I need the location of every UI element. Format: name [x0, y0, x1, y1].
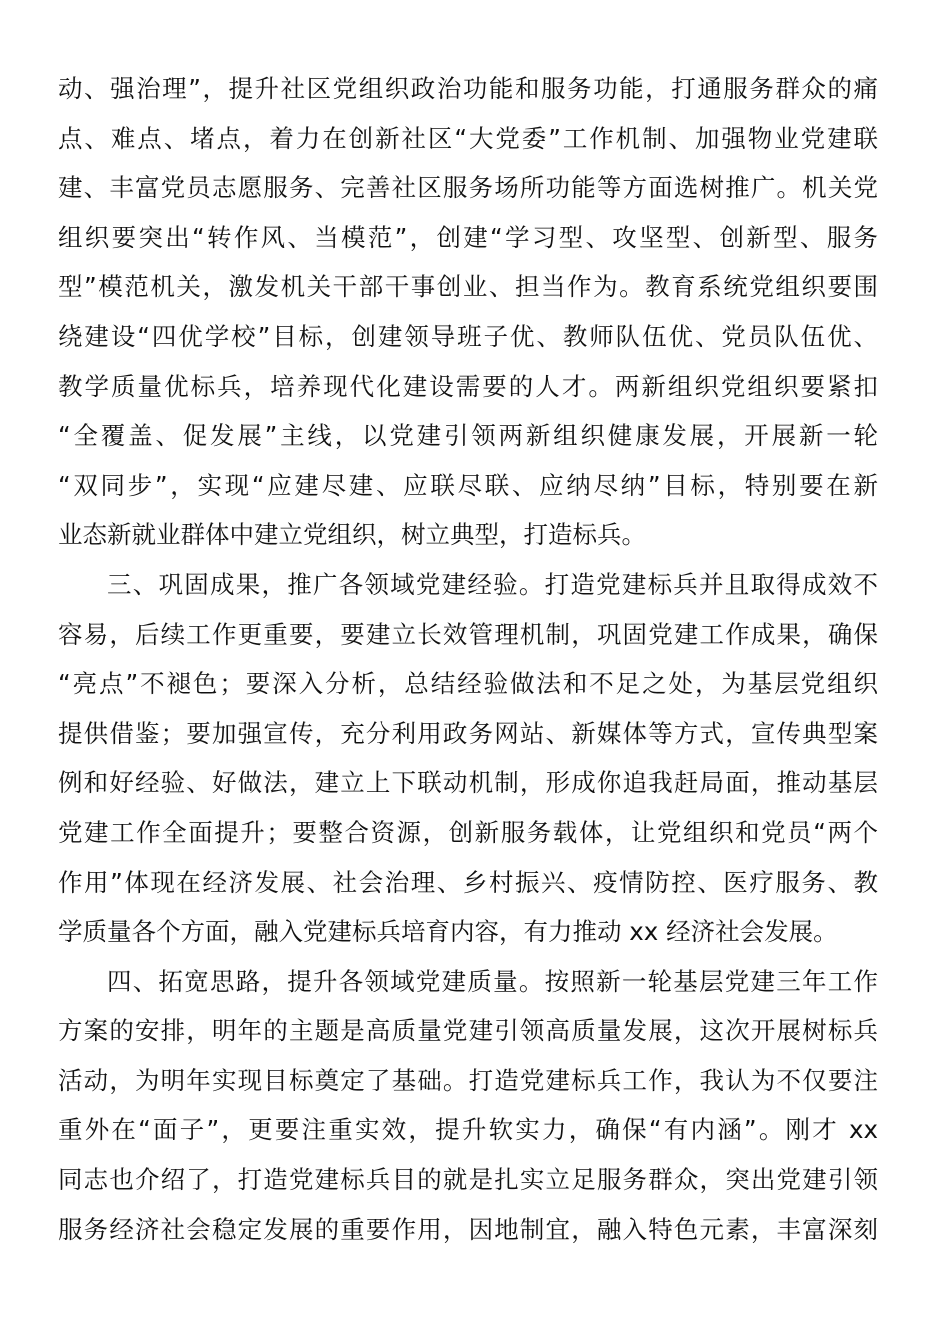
section-four-first-line: 四、拓宽思路，提升各领域党建质量。按照新一轮基层党建三年工作 [107, 966, 878, 996]
text-line: 业态新就业群体中建立党组织，树立典型，打造标兵。 [58, 520, 646, 550]
text-line: 活动，为明年实现目标奠定了基础。打造党建标兵工作，我认为不仅要注 [58, 1065, 878, 1095]
text-line: 学质量各个方面，融入党建标兵培育内容，有力推动 xx 经济社会发展。 [58, 917, 838, 947]
text-line: 方案的安排，明年的主题是高质量党建引领高质量发展，这次开展树标兵 [58, 1016, 878, 1046]
text-line: 绕建设“四优学校”目标，创建领导班子优、教师队伍优、党员队伍优、 [58, 321, 878, 351]
text-line: “双同步”，实现“应建尽建、应联尽联、应纳尽纳”目标，特别要在新 [58, 470, 878, 500]
text-line: 提供借鉴；要加强宣传，充分利用政务网站、新媒体等方式，宣传典型案 [58, 718, 878, 748]
text-line: 例和好经验、好做法，建立上下联动机制，形成你追我赶局面，推动基层 [58, 768, 878, 798]
text-line: 教学质量优标兵，培养现代化建设需要的人才。两新组织党组织要紧扣 [58, 371, 878, 401]
text-line: 作用”体现在经济发展、社会治理、乡村振兴、疫情防控、医疗服务、教 [58, 867, 878, 897]
text-line: 型”模范机关，激发机关干部干事创业、担当作为。教育系统党组织要围 [58, 272, 878, 302]
text-line: “亮点”不褪色；要深入分析，总结经验做法和不足之处，为基层党组织 [58, 669, 878, 699]
text-line: 动、强治理”，提升社区党组织政治功能和服务功能，打通服务群众的痛 [58, 74, 878, 103]
text-line: “全覆盖、促发展”主线，以党建引领两新组织健康发展，开展新一轮 [58, 421, 878, 451]
text-line: 建、丰富党员志愿服务、完善社区服务场所功能等方面选树推广。机关党 [58, 173, 878, 203]
text-line: 组织要突出“转作风、当模范”，创建“学习型、攻坚型、创新型、服务 [58, 222, 878, 252]
text-line: 点、难点、堵点，着力在创新社区“大党委”工作机制、加强物业党建联 [58, 123, 878, 153]
text-line: 重外在“面子”，更要注重实效，提升软实力，确保“有内涵”。刚才 xx [58, 1115, 878, 1145]
text-line: 党建工作全面提升；要整合资源，创新服务载体，让党组织和党员“两个 [58, 817, 878, 847]
text-line: 服务经济社会稳定发展的重要作用，因地制宜，融入特色元素，丰富深刻 [58, 1214, 878, 1244]
text-line: 容易，后续工作更重要，要建立长效管理机制，巩固党建工作成果，确保 [58, 619, 878, 649]
section-three-first-line: 三、巩固成果，推广各领域党建经验。打造党建标兵并且取得成效不 [107, 569, 878, 599]
document-page [58, 64, 878, 1254]
text-line: 同志也介绍了，打造党建标兵目的就是扎实立足服务群众，突出党建引领 [58, 1165, 878, 1195]
